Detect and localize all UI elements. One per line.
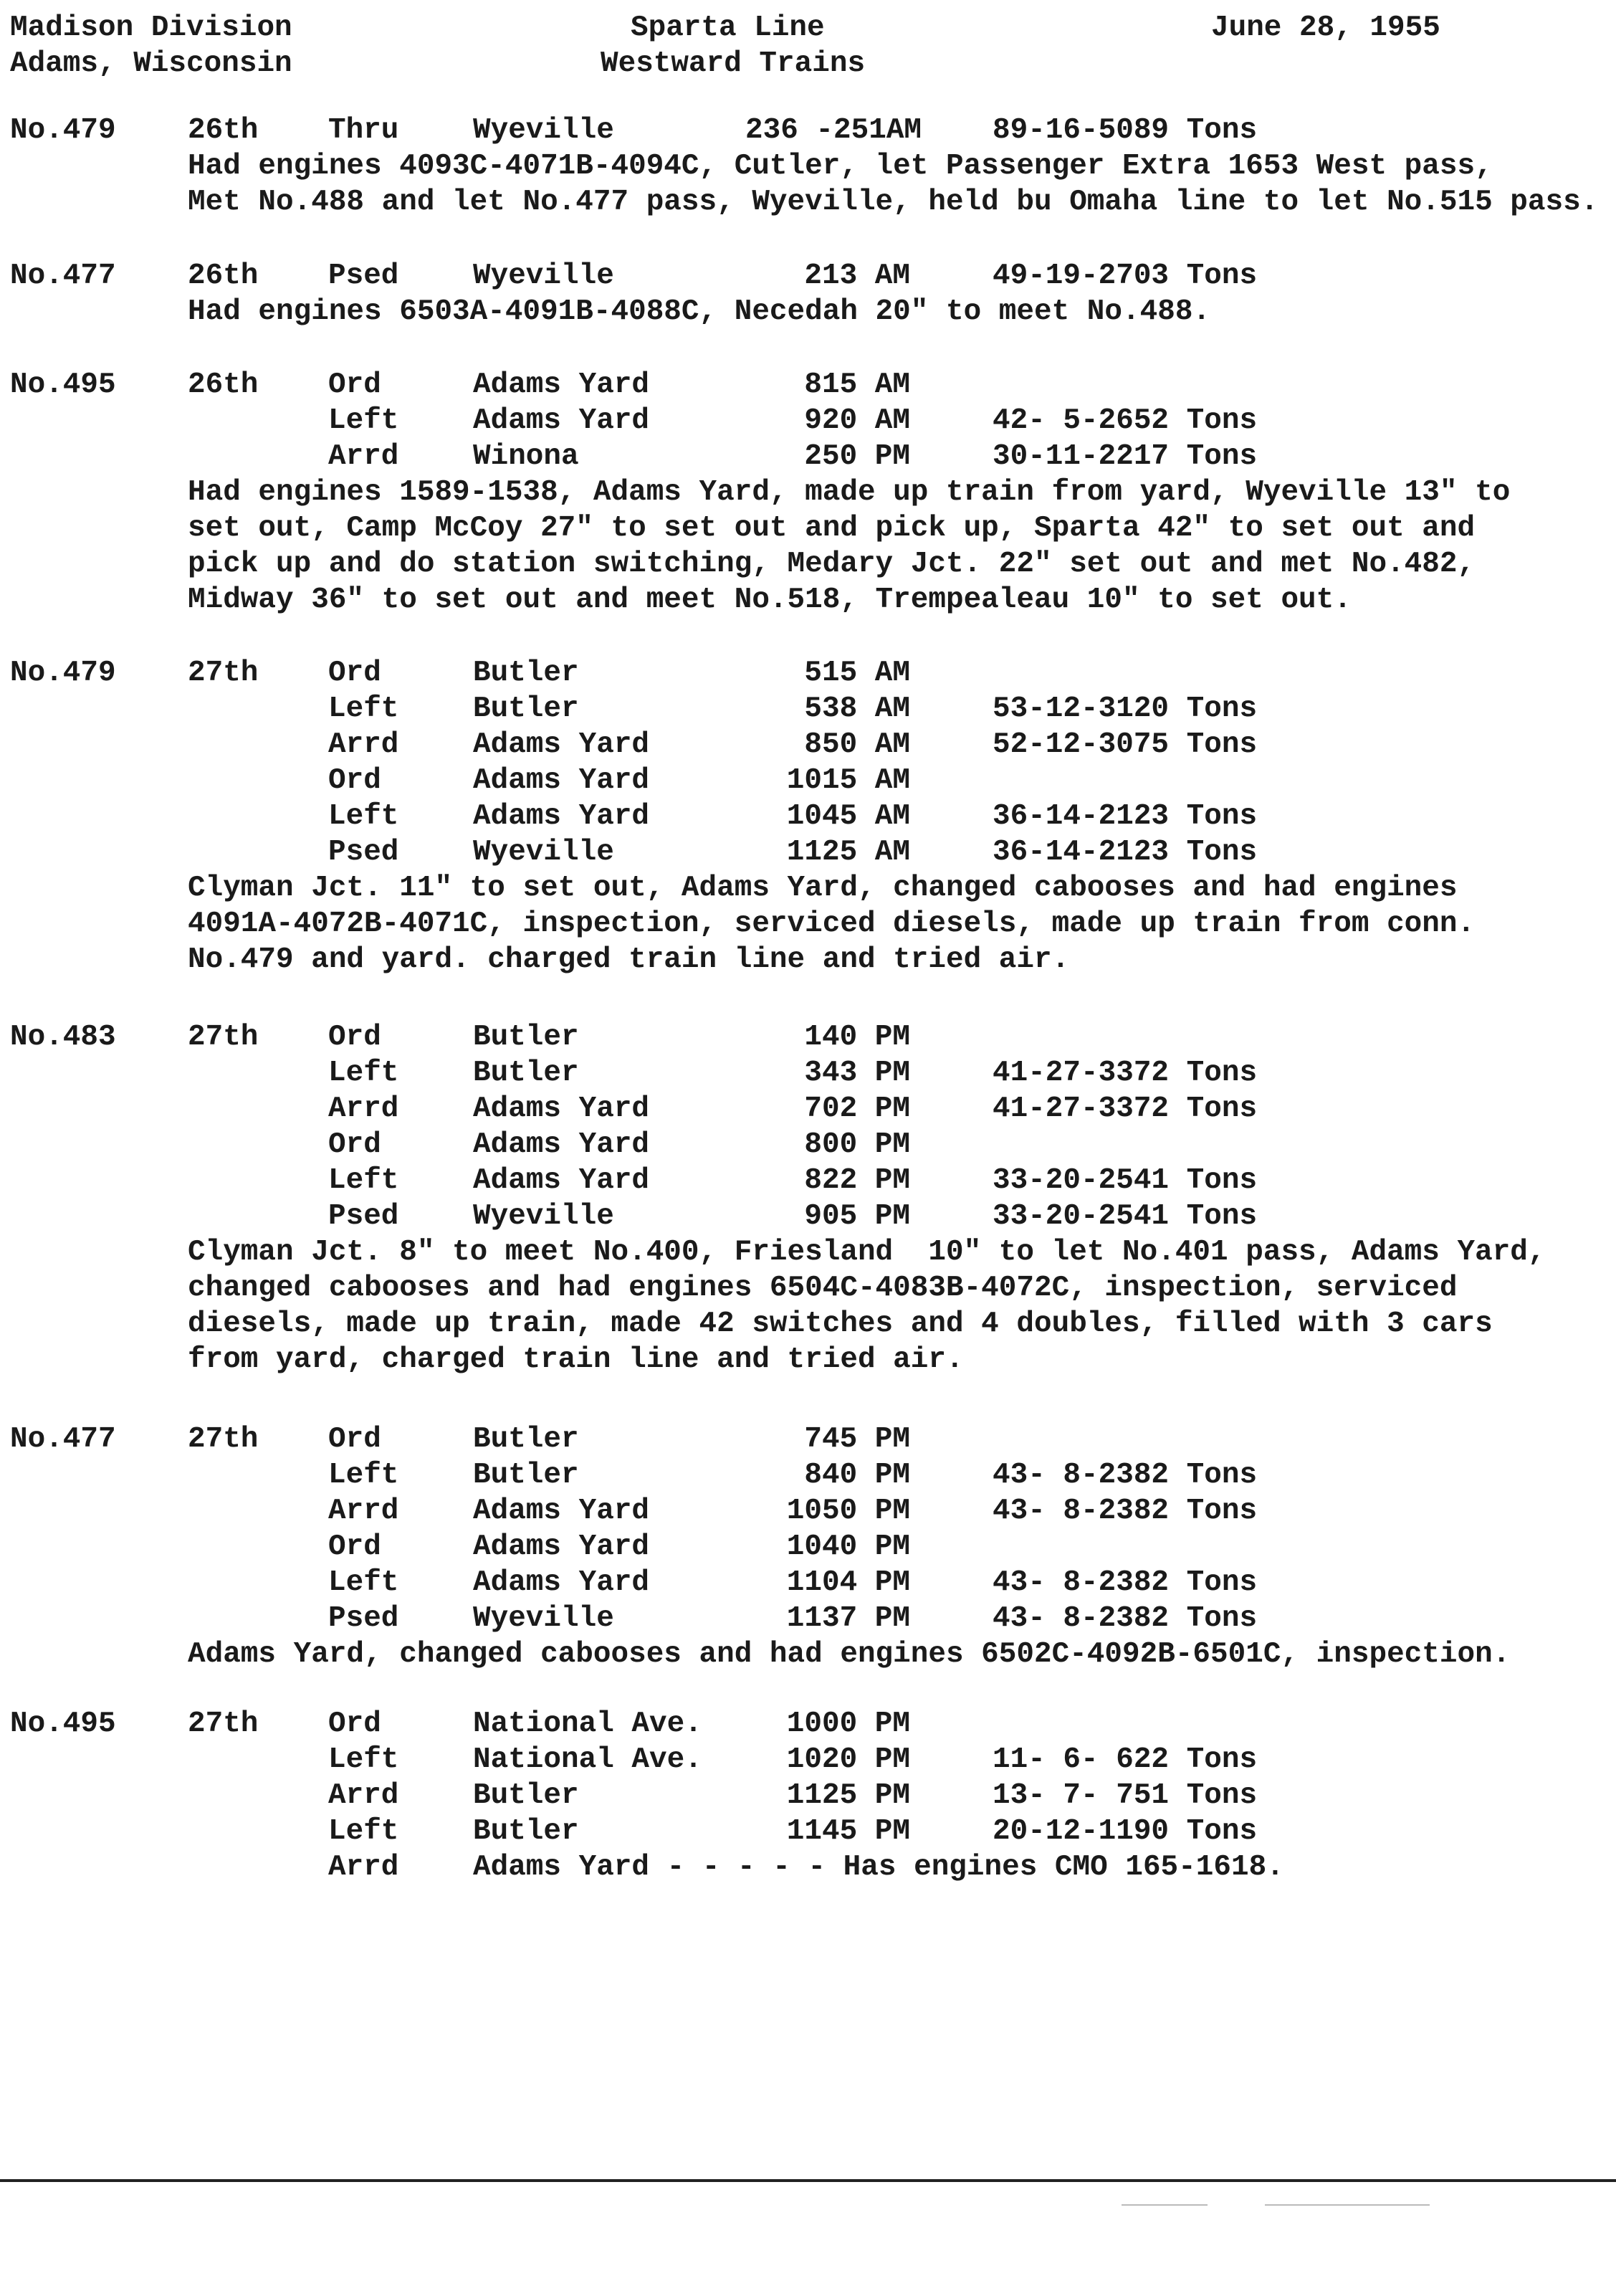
movement-location: Butler [473, 1057, 579, 1090]
movement-time: 213 AM [804, 259, 910, 292]
movement-row [0, 834, 1616, 870]
location-heading: Adams, Wisconsin [10, 47, 292, 80]
movement-location: Adams Yard [473, 728, 650, 761]
notes-text: Met No.488 and let No.477 pass, Wyeville, held bu Omaha line to let No.515 pass. [188, 186, 1599, 219]
movement-location: Wyeville [473, 114, 614, 147]
train-number: No.477 [10, 1423, 116, 1456]
train-day: 26th [188, 368, 259, 401]
movement-action: Ord [328, 657, 381, 690]
train-tonnage: 52-12-3075 Tons [993, 728, 1258, 761]
movement-time: 250 PM [804, 440, 910, 473]
movement-location: Adams Yard [473, 1566, 650, 1599]
entry-notes-line [0, 1234, 1616, 1270]
movement-action: Ord [328, 1530, 381, 1563]
movement-row [0, 1742, 1616, 1778]
notes-text: 4091A-4072B-4071C, inspection, serviced diesels, made up train from conn. [188, 908, 1476, 940]
movement-time: 1137 PM [786, 1602, 910, 1635]
train-tonnage: 43- 8-2382 Tons [993, 1459, 1258, 1492]
train-tonnage: 42- 5-2652 Tons [993, 404, 1258, 437]
movement-location: Butler [473, 692, 579, 725]
train-number: No.483 [10, 1021, 116, 1054]
entry-notes-line [0, 546, 1616, 582]
movement-row [0, 258, 1616, 294]
train-number: No.479 [10, 657, 116, 690]
scan-mark [1265, 2204, 1430, 2206]
notes-text: changed cabooses and had engines 6504C-4083B-4072C, inspection, serviced [188, 1272, 1458, 1305]
movement-row [0, 691, 1616, 727]
train-tonnage: 49-19-2703 Tons [993, 259, 1258, 292]
movement-action: Thru [328, 114, 399, 147]
movement-time: 920 AM [804, 404, 910, 437]
entry-notes-line [0, 582, 1616, 618]
notes-text: Had engines 6503A-4091B-4088C, Necedah 20" to meet No.488. [188, 295, 1211, 328]
movement-action: Ord [328, 1021, 381, 1054]
train-number: No.477 [10, 259, 116, 292]
entry-notes-line [0, 1342, 1616, 1378]
movement-row [0, 727, 1616, 763]
movement-action: Left [328, 1459, 399, 1492]
train-tonnage: 36-14-2123 Tons [993, 800, 1258, 833]
train-day: 26th [188, 259, 259, 292]
train-tonnage: 36-14-2123 Tons [993, 836, 1258, 869]
movement-row [0, 1565, 1616, 1601]
notes-text: Midway 36" to set out and meet No.518, Trempealeau 10" to set out. [188, 583, 1352, 616]
movement-action: Left [328, 1566, 399, 1599]
train-number: No.479 [10, 114, 116, 147]
movement-row [0, 1127, 1616, 1163]
entry-notes-line [0, 148, 1616, 184]
movement-location: Adams Yard [473, 404, 650, 437]
movement-time: 1145 PM [786, 1815, 910, 1848]
notes-text: set out, Camp McCoy 27" to set out and pick up, Sparta 42" to set out and [188, 512, 1476, 545]
movement-location: National Ave. [473, 1707, 702, 1740]
movement-location: Winona [473, 440, 579, 473]
movement-location: Butler [473, 657, 579, 690]
train-tonnage: 33-20-2541 Tons [993, 1164, 1258, 1197]
train-number: No.495 [10, 368, 116, 401]
movement-row [0, 1421, 1616, 1457]
movement-time: 1050 PM [786, 1495, 910, 1528]
notes-text: diesels, made up train, made 42 switches and 4 doubles, filled with 3 cars [188, 1307, 1493, 1340]
movement-row [0, 1814, 1616, 1849]
movement-time: 1000 PM [786, 1707, 910, 1740]
movement-time: 515 AM [804, 657, 910, 690]
movement-action: Psed [328, 1200, 399, 1233]
train-tonnage: 43- 8-2382 Tons [993, 1566, 1258, 1599]
movement-row [0, 1849, 1616, 1885]
notes-text: Had engines 1589-1538, Adams Yard, made up train from yard, Wyeville 13" to [188, 476, 1511, 509]
train-day: 27th [188, 1707, 259, 1740]
movement-time: 1015 AM [786, 764, 910, 797]
train-tonnage: 20-12-1190 Tons [993, 1815, 1258, 1848]
entry-notes-line [0, 184, 1616, 220]
train-tonnage: 43- 8-2382 Tons [993, 1602, 1258, 1635]
notes-text: Adams Yard, changed cabooses and had engines 6502C-4092B-6501C, inspection. [188, 1638, 1511, 1671]
movement-location: Adams Yard [473, 800, 650, 833]
train-day: 27th [188, 1021, 259, 1054]
train-entry [0, 1019, 1616, 1378]
movement-time: 1020 PM [786, 1743, 910, 1776]
movement-action: Psed [328, 1602, 399, 1635]
movement-time: 822 PM [804, 1164, 910, 1197]
movement-location: Adams Yard [473, 368, 650, 401]
movement-time: 905 PM [804, 1200, 910, 1233]
movement-row [0, 1199, 1616, 1234]
movement-location: Adams Yard [473, 1495, 650, 1528]
page-edge-line [0, 2179, 1616, 2182]
entry-notes-line [0, 510, 1616, 546]
train-tonnage: 13- 7- 751 Tons [993, 1779, 1258, 1812]
entry-notes-line [0, 942, 1616, 978]
movement-action: Left [328, 1164, 399, 1197]
movement-action: Left [328, 1815, 399, 1848]
movement-location: Adams Yard [473, 1128, 650, 1161]
movement-row [0, 1778, 1616, 1814]
entry-notes-line [0, 870, 1616, 906]
movement-time: 236 -251AM [745, 114, 922, 147]
train-entry [0, 1421, 1616, 1672]
movement-time: 702 PM [804, 1092, 910, 1125]
movement-location: Butler [473, 1779, 579, 1812]
movement-time: 840 PM [804, 1459, 910, 1492]
movement-row [0, 1055, 1616, 1091]
train-tonnage: 43- 8-2382 Tons [993, 1495, 1258, 1528]
train-entry [0, 655, 1616, 978]
movement-location: Butler [473, 1423, 579, 1456]
movement-action: Ord [328, 764, 381, 797]
movement-row [0, 1706, 1616, 1742]
train-entry [0, 367, 1616, 618]
entry-notes-line [0, 1637, 1616, 1672]
movement-location: National Ave. [473, 1743, 702, 1776]
scan-mark [1122, 2204, 1208, 2206]
movement-action: Left [328, 1057, 399, 1090]
movement-time: 343 PM [804, 1057, 910, 1090]
movement-row [0, 1457, 1616, 1493]
movement-location: Wyeville [473, 1200, 614, 1233]
movement-action: Arrd [328, 1851, 399, 1884]
movement-time: 1104 PM [786, 1566, 910, 1599]
direction-heading: Westward Trains [601, 47, 866, 80]
notes-text: Had engines 4093C-4071B-4094C, Cutler, let Passenger Extra 1653 West pass, [188, 150, 1493, 183]
movement-time: 745 PM [804, 1423, 910, 1456]
report-date: June 28, 1955 [1211, 11, 1440, 44]
entry-notes-line [0, 1270, 1616, 1306]
movement-location: Adams Yard [473, 1530, 650, 1563]
movement-action: Psed [328, 259, 399, 292]
movement-remark: Adams Yard - - - - - Has engines CMO 165-1618. [473, 1851, 1284, 1884]
train-tonnage: 53-12-3120 Tons [993, 692, 1258, 725]
movement-action: Psed [328, 836, 399, 869]
movement-action: Arrd [328, 1495, 399, 1528]
movement-location: Butler [473, 1459, 579, 1492]
movement-row [0, 367, 1616, 403]
movement-time: 800 PM [804, 1128, 910, 1161]
movement-action: Arrd [328, 440, 399, 473]
movement-row [0, 439, 1616, 475]
entry-notes-line [0, 475, 1616, 510]
movement-row [0, 1601, 1616, 1637]
movement-location: Butler [473, 1815, 579, 1848]
movement-row [0, 1019, 1616, 1055]
train-day: 26th [188, 114, 259, 147]
movement-location: Wyeville [473, 836, 614, 869]
movement-time: 815 AM [804, 368, 910, 401]
train-day: 27th [188, 657, 259, 690]
movement-row [0, 655, 1616, 691]
movement-location: Adams Yard [473, 1092, 650, 1125]
train-day: 27th [188, 1423, 259, 1456]
division-heading: Madison Division [10, 11, 292, 44]
movement-time: 1125 AM [786, 836, 910, 869]
movement-time: 1125 PM [786, 1779, 910, 1812]
movement-row [0, 799, 1616, 834]
train-entry [0, 258, 1616, 330]
movement-time: 538 AM [804, 692, 910, 725]
train-entry [0, 1706, 1616, 1885]
train-tonnage: 11- 6- 622 Tons [993, 1743, 1258, 1776]
movement-location: Wyeville [473, 1602, 614, 1635]
train-entry [0, 113, 1616, 220]
movement-action: Left [328, 692, 399, 725]
notes-text: Clyman Jct. 11" to set out, Adams Yard, changed cabooses and had engines [188, 872, 1458, 905]
movement-location: Wyeville [473, 259, 614, 292]
movement-time: 1045 AM [786, 800, 910, 833]
movement-action: Arrd [328, 1092, 399, 1125]
movement-action: Arrd [328, 1779, 399, 1812]
movement-row [0, 113, 1616, 148]
line-heading: Sparta Line [631, 11, 825, 44]
movement-action: Ord [328, 1707, 381, 1740]
train-tonnage: 89-16-5089 Tons [993, 114, 1258, 147]
movement-location: Butler [473, 1021, 579, 1054]
train-tonnage: 41-27-3372 Tons [993, 1057, 1258, 1090]
movement-location: Adams Yard [473, 764, 650, 797]
movement-action: Left [328, 404, 399, 437]
train-tonnage: 41-27-3372 Tons [993, 1092, 1258, 1125]
entry-notes-line [0, 1306, 1616, 1342]
movement-row [0, 1529, 1616, 1565]
movement-action: Left [328, 800, 399, 833]
entry-notes-line [0, 906, 1616, 942]
notes-text: from yard, charged train line and tried air. [188, 1343, 964, 1376]
movement-row [0, 1091, 1616, 1127]
movement-action: Arrd [328, 728, 399, 761]
movement-time: 140 PM [804, 1021, 910, 1054]
movement-action: Left [328, 1743, 399, 1776]
movement-action: Ord [328, 1423, 381, 1456]
entry-notes-line [0, 294, 1616, 330]
notes-text: No.479 and yard. charged train line and tried air. [188, 943, 1070, 976]
train-tonnage: 30-11-2217 Tons [993, 440, 1258, 473]
movement-time: 850 AM [804, 728, 910, 761]
train-tonnage: 33-20-2541 Tons [993, 1200, 1258, 1233]
movement-row [0, 1493, 1616, 1529]
notes-text: pick up and do station switching, Medary Jct. 22" set out and met No.482, [188, 548, 1476, 581]
movement-action: Ord [328, 368, 381, 401]
notes-text: Clyman Jct. 8" to meet No.400, Friesland 10" to let No.401 pass, Adams Yard, [188, 1236, 1546, 1269]
movement-row [0, 763, 1616, 799]
movement-time: 1040 PM [786, 1530, 910, 1563]
movement-location: Adams Yard [473, 1164, 650, 1197]
movement-row [0, 403, 1616, 439]
train-number: No.495 [10, 1707, 116, 1740]
movement-action: Ord [328, 1128, 381, 1161]
movement-row [0, 1163, 1616, 1199]
